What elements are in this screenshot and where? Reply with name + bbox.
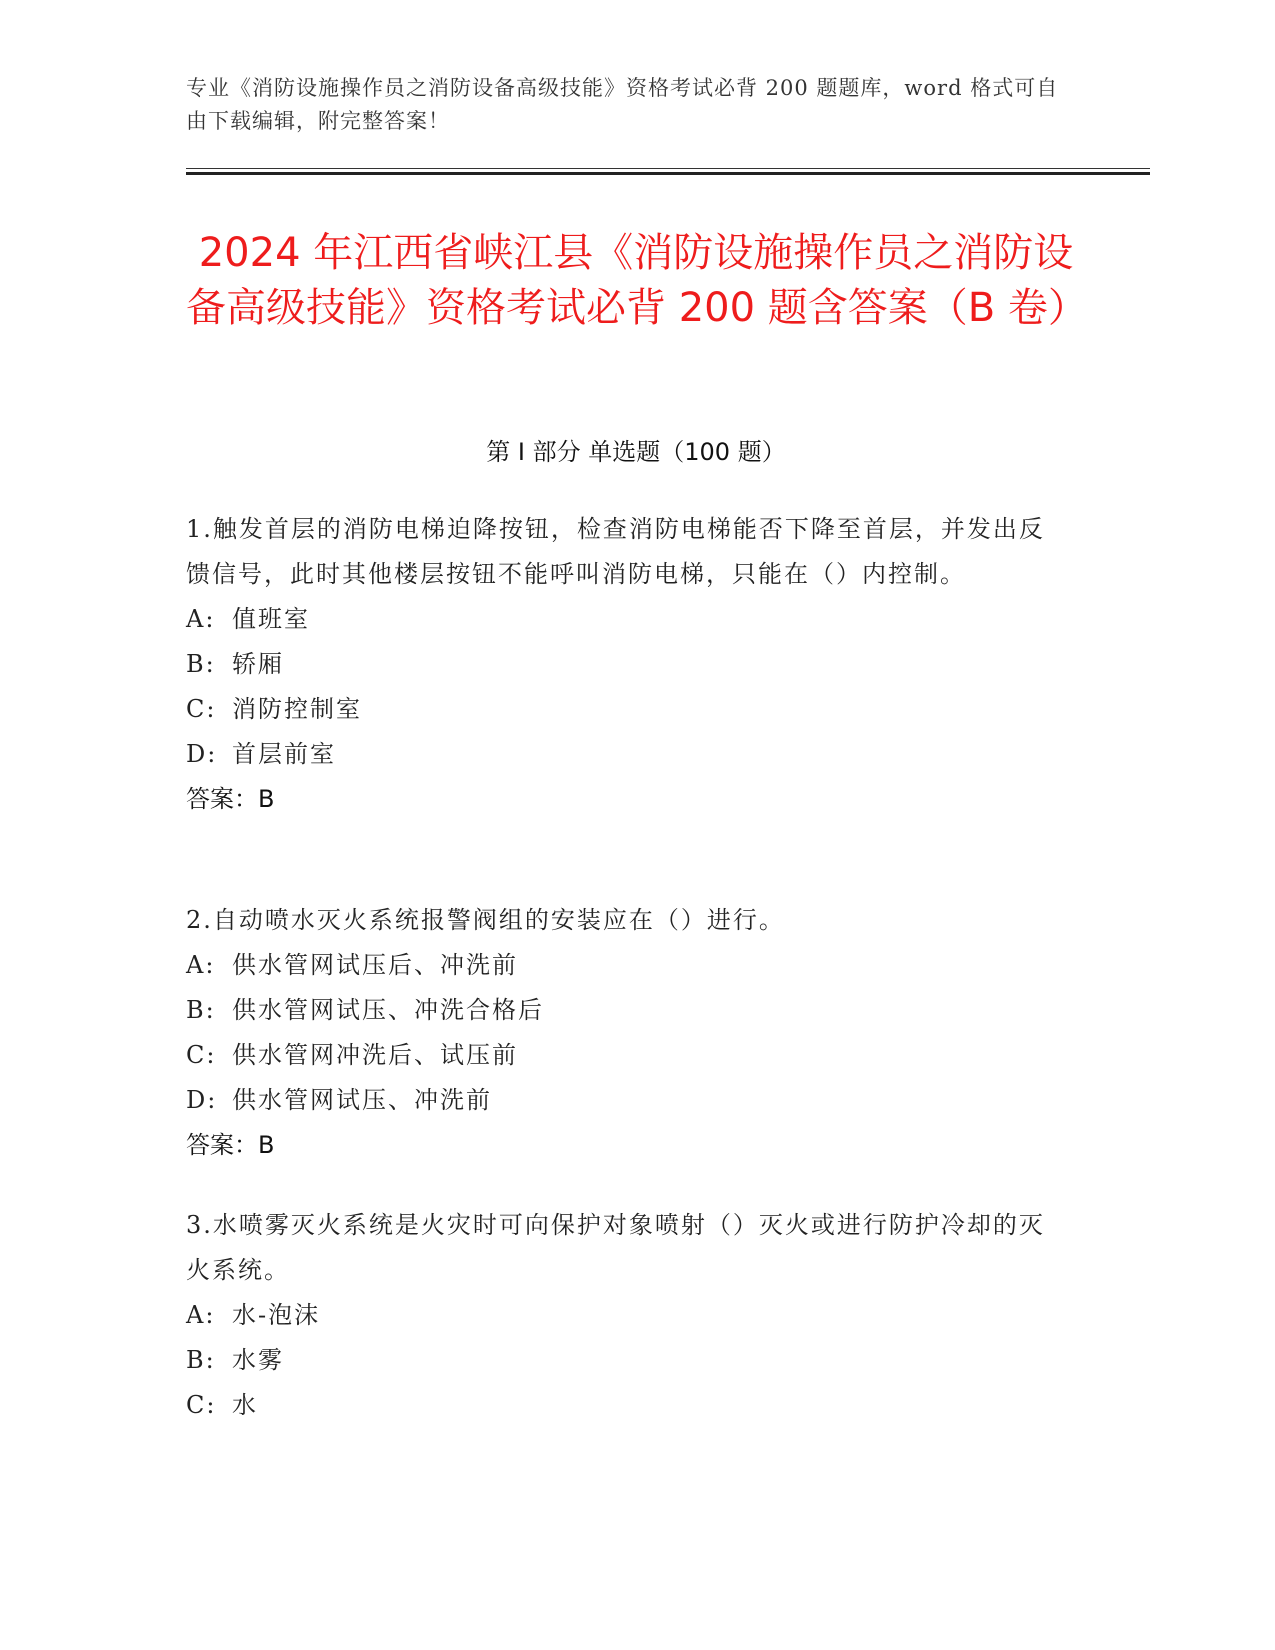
option-text: 水雾 xyxy=(232,1346,284,1374)
option-key: C: xyxy=(186,1391,217,1419)
option-text: 供水管网冲洗后、试压前 xyxy=(232,1041,518,1069)
option-text: 首层前室 xyxy=(232,740,336,768)
option-a xyxy=(186,597,1066,642)
option-text: 供水管网试压后、冲洗前 xyxy=(232,951,518,979)
option-text: 轿厢 xyxy=(232,650,284,678)
option-text: 值班室 xyxy=(232,605,310,633)
option-text: 供水管网试压、冲洗合格后 xyxy=(232,996,544,1024)
document-title: 2024 年江西省峡江县《消防设施操作员之消防设备高级技能》资格考试必背 200 题含答案（B 卷） xyxy=(186,230,1088,331)
header-note: 专业《消防设施操作员之消防设备高级技能》资格考试必背 200 题题库，word 格式可自由下载编辑，附完整答案！ xyxy=(186,76,1059,133)
answer-line: 答案：B xyxy=(186,785,275,813)
option-text: 消防控制室 xyxy=(232,695,362,723)
answer-line: 答案：B xyxy=(186,1131,275,1159)
option-c xyxy=(186,1033,1066,1078)
question-3 xyxy=(186,1203,1066,1428)
option-c xyxy=(186,687,1066,732)
question-text: 1.触发首层的消防电梯迫降按钮，检查消防电梯能否下降至首层，并发出反馈信号，此时其他楼层按钮不能呼叫消防电梯，只能在（）内控制。 xyxy=(186,515,1045,588)
option-text: 水 xyxy=(232,1391,258,1419)
option-b xyxy=(186,988,1066,1033)
option-key: C: xyxy=(186,695,217,723)
option-d xyxy=(186,1078,1066,1123)
option-d xyxy=(186,732,1066,777)
option-a xyxy=(186,1293,1066,1338)
option-text: 供水管网试压、冲洗前 xyxy=(232,1086,492,1114)
question-2 xyxy=(186,898,1066,1168)
option-key: C: xyxy=(186,1041,217,1069)
option-key: A: xyxy=(186,951,216,979)
option-c xyxy=(186,1383,1066,1428)
option-text: 水-泡沫 xyxy=(232,1301,321,1329)
option-key: B: xyxy=(186,996,216,1024)
option-b xyxy=(186,642,1066,687)
option-key: D: xyxy=(186,740,218,768)
question-text: 3.水喷雾灭火系统是火灾时可向保护对象喷射（）灭火或进行防护冷却的灭火系统。 xyxy=(186,1211,1045,1284)
option-key: A: xyxy=(186,605,216,633)
question-text: 2.自动喷水灭火系统报警阀组的安装应在（）进行。 xyxy=(186,906,785,934)
question-1 xyxy=(186,507,1066,822)
option-b xyxy=(186,1338,1066,1383)
option-a xyxy=(186,943,1066,988)
option-key: D: xyxy=(186,1086,218,1114)
header-divider-thick xyxy=(186,172,1150,175)
option-key: B: xyxy=(186,1346,216,1374)
header-divider-thin xyxy=(186,168,1150,169)
option-key: A: xyxy=(186,1301,216,1329)
section-heading: 第 I 部分 单选题（100 题） xyxy=(486,438,786,466)
option-key: B: xyxy=(186,650,216,678)
